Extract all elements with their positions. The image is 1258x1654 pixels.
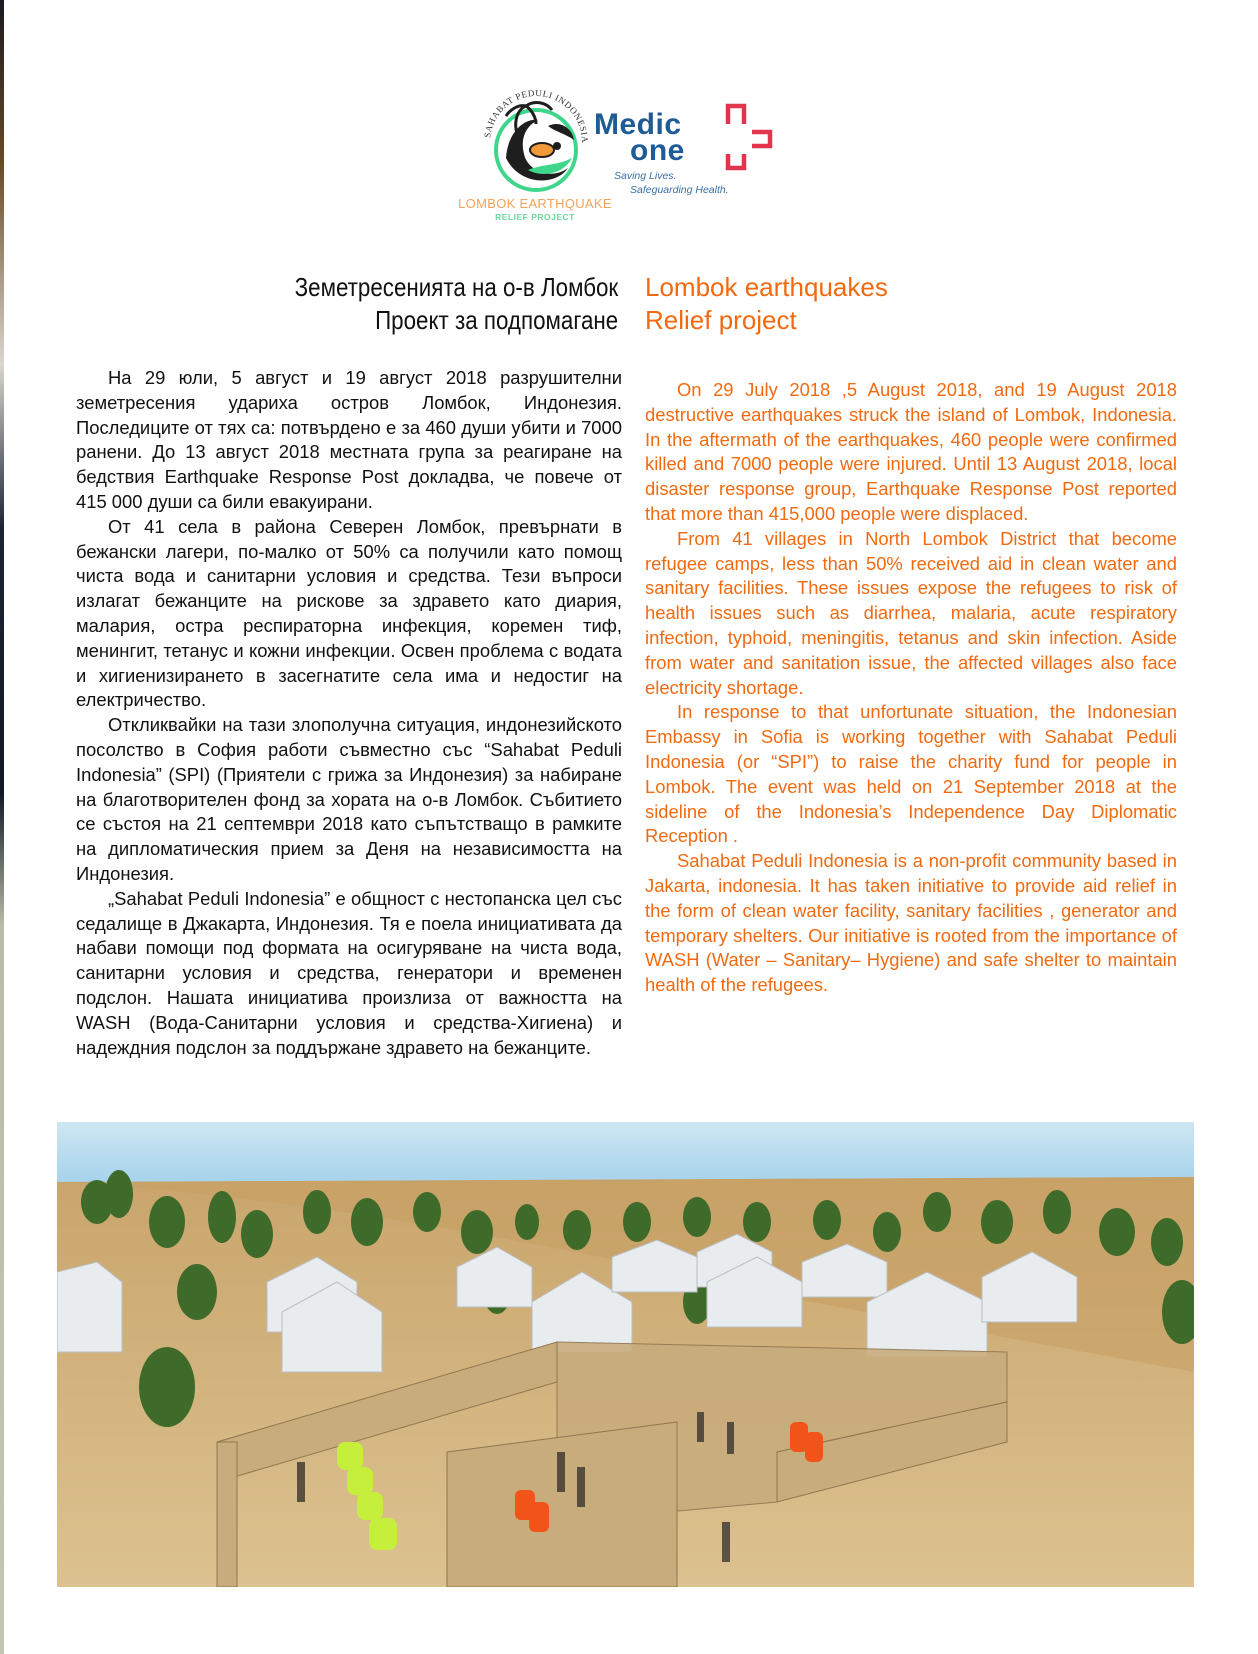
paragraph: From 41 villages in North Lombok District that become refugee camps, less than 50% received aid in clean water and sanitary facilities. These issues expose the refugees to risk of health issues such as diarrhea, malaria, acute respiratory infection, typhoid, meningitis, tetanus and skin infection. Aside from water and sanitation issue, the affected villages also face electricity shortage. [645,527,1177,698]
title-bulgarian [294,271,618,337]
medic-word: Medic [594,108,682,141]
paragraph: Sahabat Peduli Indonesia is a non-profit community based in Jakarta, indonesia. It has taken initiative to provide aid relief in the form of clean water facility, sanitary facilities , generator and temporary shelters. Our initiative is rooted from the importance of WASH (Water – Sanitary– Hygiene) and safe shelter to maintain health of the refugees. [645,850,1177,996]
medical-cross-icon [710,102,774,172]
title-en-line-1: Lombok earthquakes [645,272,888,302]
page-edge-strip [0,0,4,1654]
camp-illustration-icon [57,1122,1194,1587]
spi-title: LOMBOK EARTHQUAKE [458,196,612,211]
article-body-english [645,378,1177,998]
medic-one-logo [594,110,794,210]
title-en-line-2: Relief project [645,305,797,335]
paragraph: „Sahabat Peduli Indonesia” е общност с нестопанска цел със седалище в Джакарта, Индонезия. Тя е поела инициативата да набави помощи под формата на осигуряване на чиста вода, санитарни условия и средства, генератори и временен подслон. Нашата инициатива произлиза от важността на WASH (Вода-Санитарни условия и средства-Хигиена) и надеждния подслон за поддържане здравето на бежанците. [76,887,622,1058]
one-word: one [630,134,685,167]
header-logos [448,80,788,230]
title-bg-line-1: Земетресенията на о-в Ломбок [294,272,618,302]
title-english [645,271,888,337]
article-body-bulgarian [76,366,622,1060]
spi-ring-text: SAHABAT PEDULI INDONESIA [482,87,591,144]
title-bg-line-2: Проект за подпомагане [374,305,618,335]
medic-tagline-2: Safeguarding Health. [630,184,729,196]
paragraph: От 41 села в района Северен Ломбок, превърнати в бежански лагери, по-малко от 50% са получили като помощ чиста вода и санитарни условия и средства. Тези въпроси излагат бежанците на рискове за здравето като диария, малария, остра респираторна инфекция, коремен тиф, менингит, тетанус и кожни инфекции. Освен проблема с водата и хигиенизирането в засегнатите села има и недостиг на електричество. [76,515,622,711]
paragraph: Откликвайки на тази злополучна ситуация, индонезийското посолство в София работи съвместно със “Sahabat Peduli Indonesia” (SPI) (Приятели с грижа за Индонезия) за набиране на благотворителен фонд за хората на о-в Ломбок. Събитието се състоя на 21 септември 2018 като съпътстващо в рамките на дипломатическия прием за Деня на независимостта на Индонезия. [76,714,622,884]
paragraph: На 29 юли, 5 август и 19 август 2018 разрушителни земетресения удариха остров Ломбок, Индонезия. Последиците от тях са: потвърдено е за 460 души убити и 7000 ранени. До 13 август 2018 местната група за реагиране на бедствия Earthquake Response Post докладва, че повече от 415 000 души са били евакуирани. [76,367,622,512]
medic-tagline-1: Saving Lives. [614,170,677,182]
spi-emblem-icon [476,80,596,198]
paragraph: In response to that unfortunate situation, the Indonesian Embassy in Sofia is working together with Sahabat Peduli Indonesia (or “SPI”) to raise the charity fund for people in Lombok. The event was held on 21 September 2018 at the sideline of the Indonesia’s Independence Day Diplomatic Reception . [645,701,1177,847]
refugee-camp-rendering [57,1122,1194,1587]
spi-subtitle: RELIEF PROJECT [495,212,575,222]
paragraph: On 29 July 2018 ,5 August 2018, and 19 August 2018 destructive earthquakes struck the island of Lombok, Indonesia. In the aftermath of the earthquakes, 460 people were confirmed killed and 7000 people were injured. Until 13 August 2018, local disaster response group, Earthquake Response Post reported that more than 415,000 people were displaced. [645,379,1177,524]
